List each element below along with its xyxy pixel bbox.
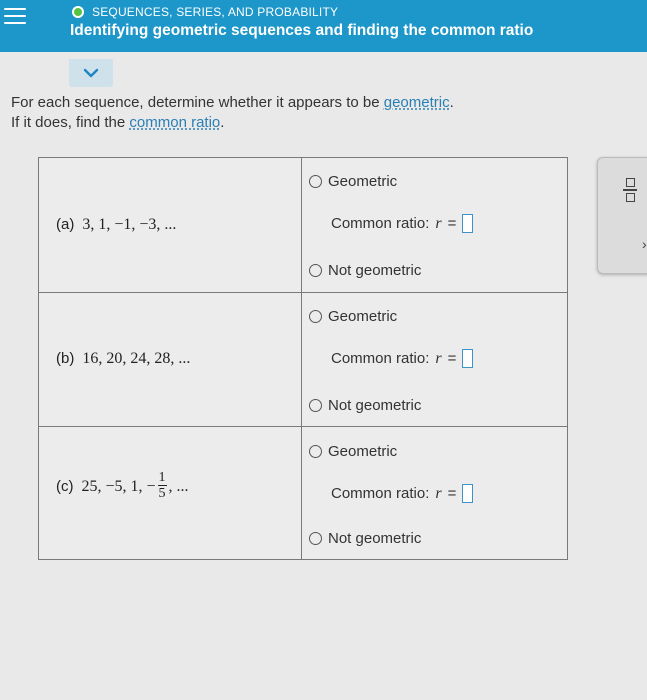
equals-sign: = (447, 485, 457, 502)
top-header-bar (0, 0, 647, 52)
ratio-label: Common ratio: (331, 485, 430, 502)
chevron-down-icon (83, 68, 99, 78)
geometric-option-b[interactable] (309, 308, 397, 325)
problem-letter: (c) (56, 478, 74, 496)
option-label: Not geometric (328, 397, 422, 414)
equals-sign: = (447, 350, 457, 367)
ratio-answer-input[interactable] (462, 214, 473, 233)
ratio-label: Common ratio: (331, 215, 430, 232)
not-geometric-option-b[interactable] (309, 397, 421, 414)
option-label: Geometric (328, 173, 398, 190)
problem-letter: (a) (56, 216, 75, 233)
ratio-variable: r (435, 349, 442, 367)
radio-button[interactable] (309, 310, 322, 323)
fraction-numerator: 1 (158, 470, 166, 485)
common-ratio-a (331, 214, 473, 233)
sequence-cell (39, 158, 302, 292)
instruction-text: For each sequence, determine whether it appears to be (11, 94, 384, 111)
sequence-text: 3, 1, −1, −3, ... (82, 216, 177, 233)
ratio-label: Common ratio: (331, 350, 430, 367)
radio-button[interactable] (309, 532, 322, 545)
progress-status-icon (72, 6, 84, 18)
topic-line (72, 4, 338, 20)
instructions (11, 93, 571, 133)
geometric-definition-link[interactable]: geometric (383, 94, 450, 111)
sequence-cell (39, 292, 302, 426)
instruction-text: . (449, 94, 454, 111)
common-ratio-definition-link[interactable]: common ratio (129, 114, 221, 131)
common-ratio-b (331, 349, 473, 368)
fraction-tool-icon[interactable] (623, 178, 637, 202)
radio-button[interactable] (309, 264, 322, 277)
page-title: Identifying geometric sequences and finding the common ratio (70, 22, 534, 39)
not-geometric-option-c[interactable] (309, 530, 421, 547)
sequence-text: , ... (168, 478, 189, 496)
problem-row-c (39, 426, 567, 559)
chevron-right-icon[interactable]: › (642, 236, 647, 252)
radio-button[interactable] (309, 399, 322, 412)
fraction-denominator: 5 (158, 486, 166, 501)
sequence-text: 25, −5, 1, − (81, 478, 156, 496)
sequence-c (56, 472, 189, 503)
problem-row-a (39, 158, 567, 293)
option-label: Geometric (328, 308, 398, 325)
collapse-header-button[interactable] (69, 59, 113, 87)
instruction-text: If it does, find the (11, 114, 130, 131)
option-label: Geometric (328, 443, 398, 460)
sequence-cell (39, 426, 302, 559)
math-tool-panel (597, 157, 647, 274)
geometric-option-a[interactable] (309, 173, 397, 190)
radio-button[interactable] (309, 175, 322, 188)
ratio-answer-input[interactable] (462, 484, 473, 503)
problem-letter: (b) (56, 350, 75, 367)
topic-label: SEQUENCES, SERIES, AND PROBABILITY (92, 5, 339, 19)
problem-row-b (39, 292, 567, 427)
sequence-b (56, 350, 190, 368)
sequence-text: 16, 20, 24, 28, ... (82, 350, 191, 367)
option-label: Not geometric (328, 530, 422, 547)
geometric-option-c[interactable] (309, 443, 397, 460)
fraction (158, 470, 167, 501)
ratio-answer-input[interactable] (462, 349, 473, 368)
radio-button[interactable] (309, 445, 322, 458)
option-label: Not geometric (328, 262, 422, 279)
instruction-text: . (220, 114, 225, 131)
equals-sign: = (447, 215, 457, 232)
sequence-a (56, 216, 176, 234)
hamburger-menu-icon[interactable] (4, 8, 26, 24)
ratio-variable: r (435, 484, 442, 502)
common-ratio-c (331, 484, 473, 503)
problem-table (38, 157, 568, 560)
not-geometric-option-a[interactable] (309, 262, 421, 279)
ratio-variable: r (435, 214, 442, 232)
